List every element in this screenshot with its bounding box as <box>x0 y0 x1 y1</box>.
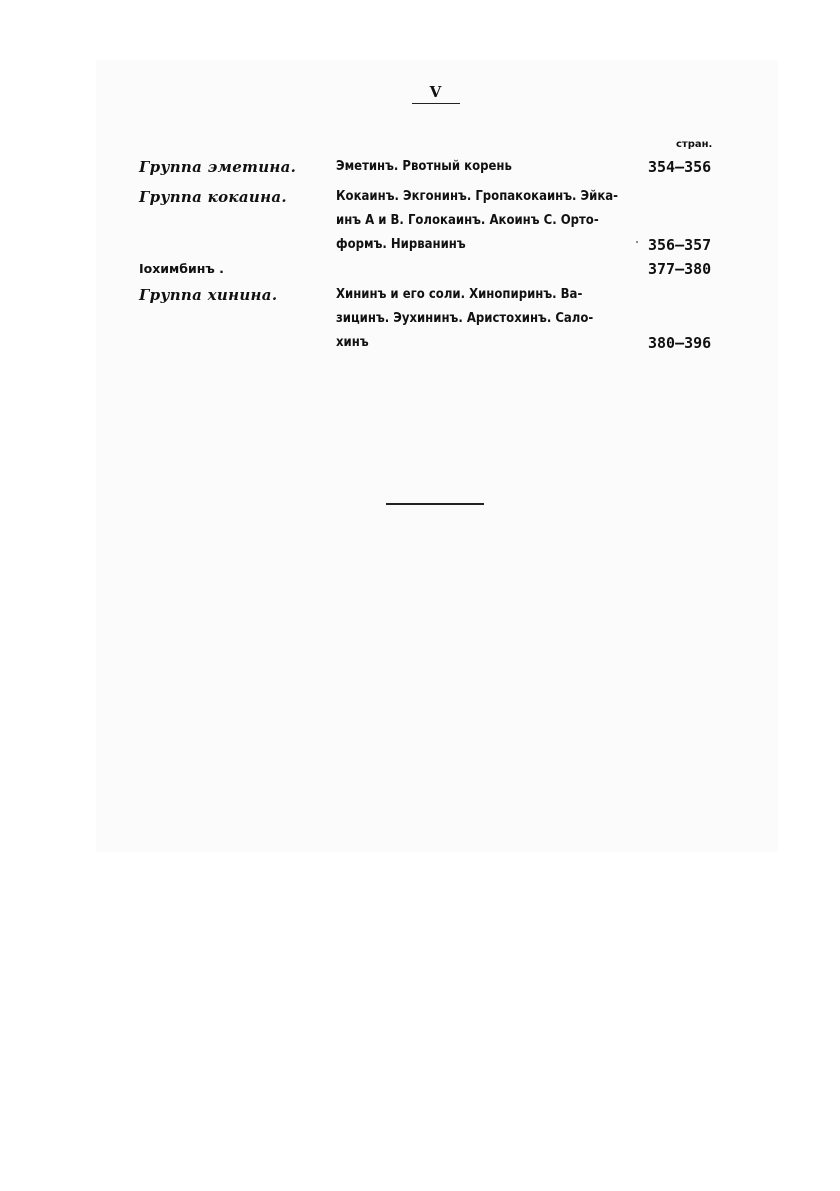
entry-line: хинъ <box>336 335 369 350</box>
page-range: 354—356 <box>648 158 712 176</box>
page-range: 380—396 <box>648 334 712 352</box>
entry-line: формъ. Нирванинъ <box>336 237 466 252</box>
group-name: Группа кокаина. <box>139 188 287 206</box>
entry-line: инъ А и В. Голокаинъ. Акоинъ С. Орто- <box>336 213 599 228</box>
group-name: Іохимбинъ . <box>139 261 224 276</box>
page-range: 356—357 <box>648 236 712 254</box>
entry-line: Эметинъ. Рвотный корень <box>336 159 512 174</box>
entry-description <box>336 185 636 257</box>
pages-column-header: стран. <box>676 139 713 150</box>
entry-description <box>336 283 636 355</box>
entry-line: зицинъ. Эухининъ. Аристохинъ. Сало- <box>336 311 594 326</box>
entry-line: Хининъ и его соли. Хинопиринъ. Ва- <box>336 287 583 302</box>
group-name: Группа эметина. <box>139 158 297 176</box>
page-range: 377—380 <box>648 260 712 278</box>
toc-entry <box>0 283 840 373</box>
page-number-rule <box>412 103 460 104</box>
entry-line: Кокаинъ. Экгонинъ. Гропакокаинъ. Эйка- <box>336 189 619 204</box>
group-name: Группа хинина. <box>139 286 278 304</box>
entry-description <box>336 155 636 179</box>
page-number-text: V <box>429 83 443 101</box>
leader-dot <box>636 241 638 243</box>
section-end-rule <box>386 503 484 505</box>
page-number <box>412 84 460 110</box>
